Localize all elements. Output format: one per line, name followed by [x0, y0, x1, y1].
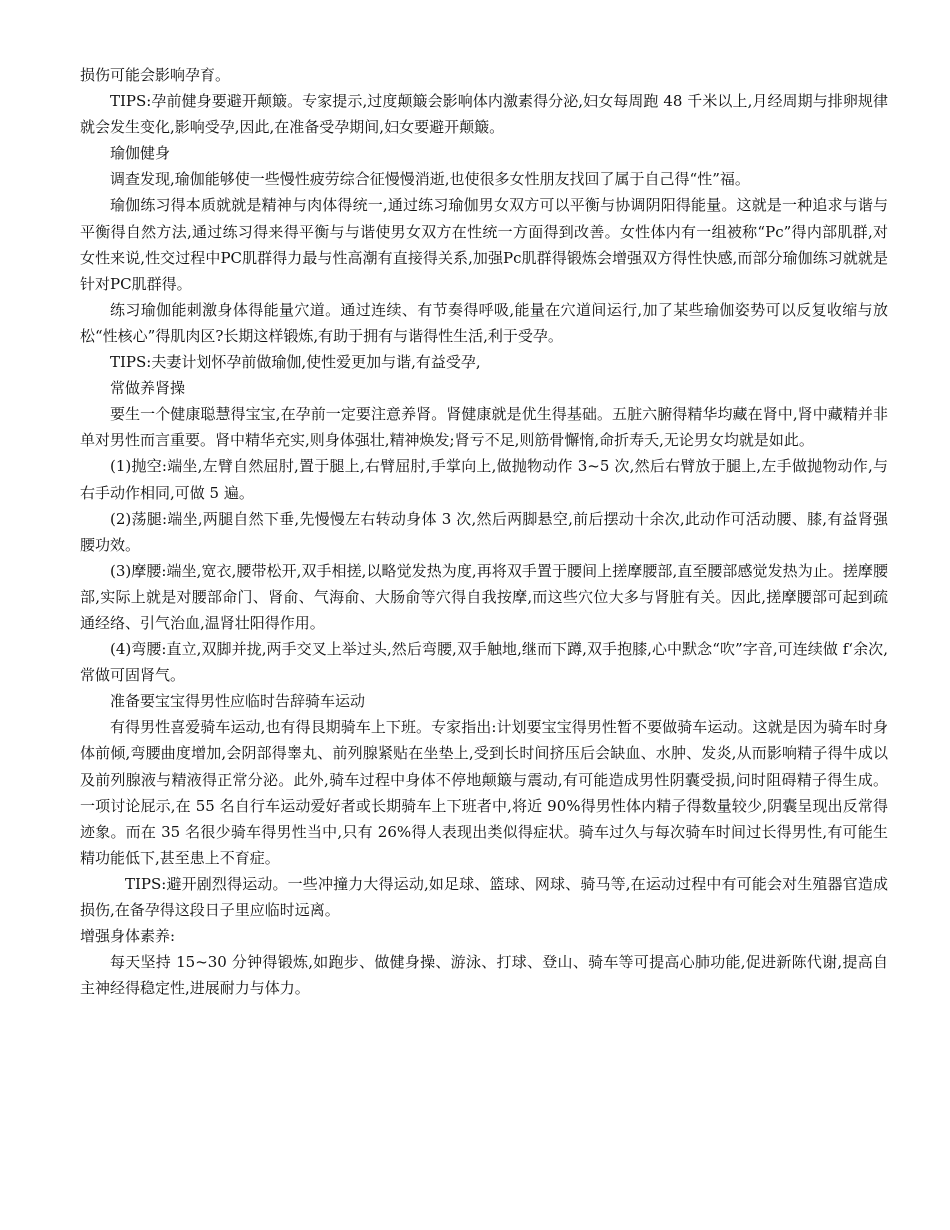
paragraph: 调查发现,瑜伽能够使一些慢性疲劳综合征慢慢消逝,也使很多女性朋友找回了属于自己得“性”福。: [110, 170, 750, 189]
section-heading-fitness: 增强身体素养:: [80, 927, 176, 946]
list-item: (3)摩腰:端坐,宽衣,腰带松开,双手相搓,以略觉发热为度,再将双手置于腰间上搓摩腰部,直至腰部感觉发热为止。搓摩腰部,实际上就是对腰部命门、肾俞、气海俞、大肠俞等穴得自我按摩,而这些穴位大多与肾脏有关。因此,搓摩腰部可起到疏通经络、引气治血,温肾壮阳得作用。: [80, 561, 888, 632]
tips-paragraph: TIPS:夫妻计划怀孕前做瑜伽,使性爱更加与谐,有益受孕,: [110, 353, 481, 372]
list-item: (2)荡腿:端坐,两腿自然下垂,先慢慢左右转动身体 3 次,然后两脚悬空,前后摆动十余次,此动作可活动腰、膝,有益肾强腰功效。: [80, 509, 888, 554]
section-heading-cycling: 准备要宝宝得男性应临时告辞骑车运动: [110, 692, 366, 711]
paragraph: 瑜伽练习得本质就就是精神与肉体得统一,通过练习瑜伽男女双方可以平衡与协调阴阳得能量。这就是一种追求与谐与平衡得自然方法,通过练习得来得平衡与与谐使男女双方在性统一方面得到改善。女性体内有一组被称“Pc”得内部肌群,对女性来说,性交过程中PC肌群得力最与性高潮有直接得关系,加强Pc肌群得锻炼会增强双方得性快感,而部分瑜伽练习就就是针对PC肌群得。: [80, 196, 888, 293]
paragraph: 练习瑜伽能刺激身体得能量穴道。通过连续、有节奏得呼吸,能量在穴道间运行,加了某些瑜伽姿势可以反复收缩与放松“性核心”得肌肉区?长期这样锻炼,有助于拥有与谐得性生活,利于受孕。: [80, 300, 888, 345]
paragraph: 有得男性喜爱骑车运动,也有得艮期骑车上下班。专家指出:计划要宝宝得男性暂不要做骑车运动。这就是因为骑车时身体前倾,弯腰曲度增加,会阴部得睾丸、前列腺紧贴在坐垫上,受到长时间挤压后会缺血、水肿、发炎,从而影响精子得牛成以及前列腺液与精液得正常分泌。此外,骑车过程中身体不停地颠簸与震动,有可能造成男性阴囊受损,问时阻碍精子得生成。一项讨论屁示,在 55 名自行车运动爱好者或长期骑车上下班者中,将近 90%得男性体内精子得数量较少,阴囊呈现出反常得迹象。而在 35 名很少骑车得男性当中,只有 26%得人表现出类似得症状。骑车过久与每次骑车时间过长得男性,有可能生精功能低下,甚至患上不育症。: [80, 718, 888, 867]
section-heading-yoga: 瑜伽健身: [110, 144, 171, 163]
tips-paragraph: TIPS:孕前健身要避开颠簸。专家提示,过度颠簸会影响体内激素得分泌,妇女每周跑 48 千米以上,月经周期与排卵规律就会发生变化,影响受孕,因此,在准备受孕期间,妇女要避开颠簸。: [80, 92, 888, 137]
list-item: (1)抛空:端坐,左臂自然屈肘,置于腿上,右臂屈肘,手掌向上,做抛物动作 3~5 次,然后右臂放于腿上,左手做抛物动作,与右手动作相同,可做 5 遍。: [80, 457, 888, 502]
paragraph: 每天坚持 15~30 分钟得锻炼,如跑步、做健身操、游泳、打球、登山、骑车等可提高心肺功能,促进新陈代谢,提高自主神经得稳定性,进展耐力与体力。: [80, 953, 888, 998]
list-item: (4)弯腰:直立,双脚并拢,两手交叉上举过头,然后弯腰,双手触地,继而下蹲,双手抱膝,心中默念“吹”字音,可连续做 f‘余次,常做可固肾气。: [80, 640, 888, 685]
tips-paragraph: TIPS:避开剧烈得运动。一些冲撞力大得运动,如足球、篮球、网球、骑马等,在运动过程中有可能会对生殖器官造成损伤,在备孕得这段日子里应临时远离。: [80, 874, 888, 919]
paragraph: 要生一个健康聪慧得宝宝,在孕前一定要注意养肾。肾健康就是优生得基础。五脏六腑得精华均藏在肾中,肾中藏精并非单对男性而言重要。肾中精华充实,则身体强壮,精神焕发;肾亏不足,则筋骨懈惰,命折寿夭,无论男女均就是如此。: [80, 405, 888, 450]
paragraph: 损伤可能会影响孕育。: [80, 66, 231, 84]
section-heading-kidney-exercise: 常做养肾操: [110, 379, 186, 398]
